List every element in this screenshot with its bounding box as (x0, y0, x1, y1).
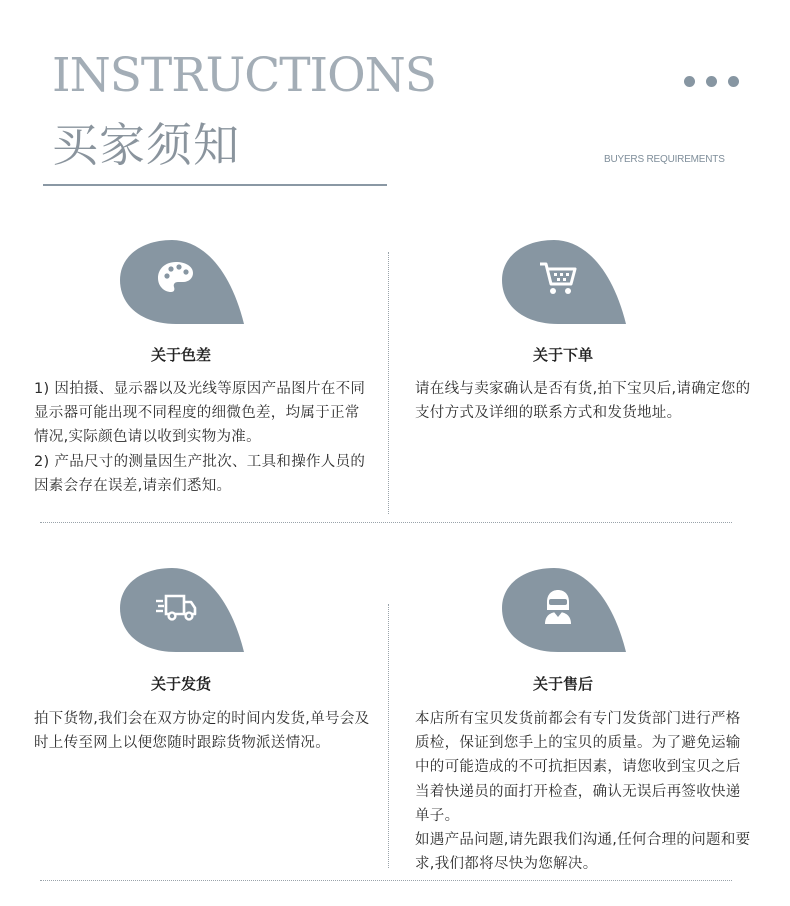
paragraph: 本店所有宝贝发货前都会有专门发货部门进行严格质检，保证到您手上的宝贝的质量。为了避免运输中的可能造成的不可抗拒因素，请您收到宝贝之后当着快递员的面打开检查，确认无误后再签收快递单子。 (415, 711, 741, 824)
title-underline (43, 184, 387, 186)
section-order-title: 关于下单 (532, 346, 593, 364)
horizontal-divider-bottom (40, 880, 732, 881)
vertical-divider-top (388, 252, 389, 514)
horizontal-divider-middle (40, 522, 732, 523)
section-color-title: 关于色差 (150, 346, 211, 364)
customer-service-icon (536, 584, 580, 628)
shopping-cart-icon (536, 256, 580, 300)
section-aftersales-title: 关于售后 (532, 675, 593, 693)
paragraph: 拍下货物,我们会在双方协定的时间内发货,单号会及时上传至网上以便您随时跟踪货物派送情况。 (34, 711, 370, 752)
paragraph: 2) 产品尺寸的测量因生产批次、工具和操作人员的因素会存在误差,请亲们悉知。 (34, 453, 366, 494)
dot (684, 76, 695, 87)
palette-icon (154, 256, 198, 300)
section-color-body (34, 377, 370, 498)
paragraph: 如遇产品问题,请先跟我们沟通,任何合理的问题和要求,我们都将尽快为您解决。 (415, 832, 751, 873)
paragraph: 1) 因拍摄、显示器以及光线等原因产品图片在不同显示器可能出现不同程度的细微色差，均属于正常情况,实际颜色请以收到实物为准。 (34, 381, 366, 446)
subtitle-en: BUYERS REQUIREMENTS (604, 154, 725, 165)
dot (728, 76, 739, 87)
section-color-icon (120, 238, 244, 324)
delivery-truck-icon (154, 584, 198, 628)
dot (706, 76, 717, 87)
vertical-divider-bottom (388, 604, 389, 868)
section-shipping-body (34, 707, 370, 755)
section-order-icon (502, 238, 626, 324)
section-order-body (415, 377, 751, 425)
title-en: INSTRUCTIONS (52, 48, 436, 103)
section-aftersales-body (415, 707, 751, 876)
title-cn: 买家须知 (52, 118, 240, 172)
section-shipping-icon (120, 566, 244, 652)
section-shipping-title: 关于发货 (150, 675, 211, 693)
paragraph: 请在线与卖家确认是否有货,拍下宝贝后,请确定您的支付方式及详细的联系方式和发货地址。 (415, 381, 751, 422)
more-dots-icon (684, 76, 739, 87)
section-aftersales-icon (502, 566, 626, 652)
